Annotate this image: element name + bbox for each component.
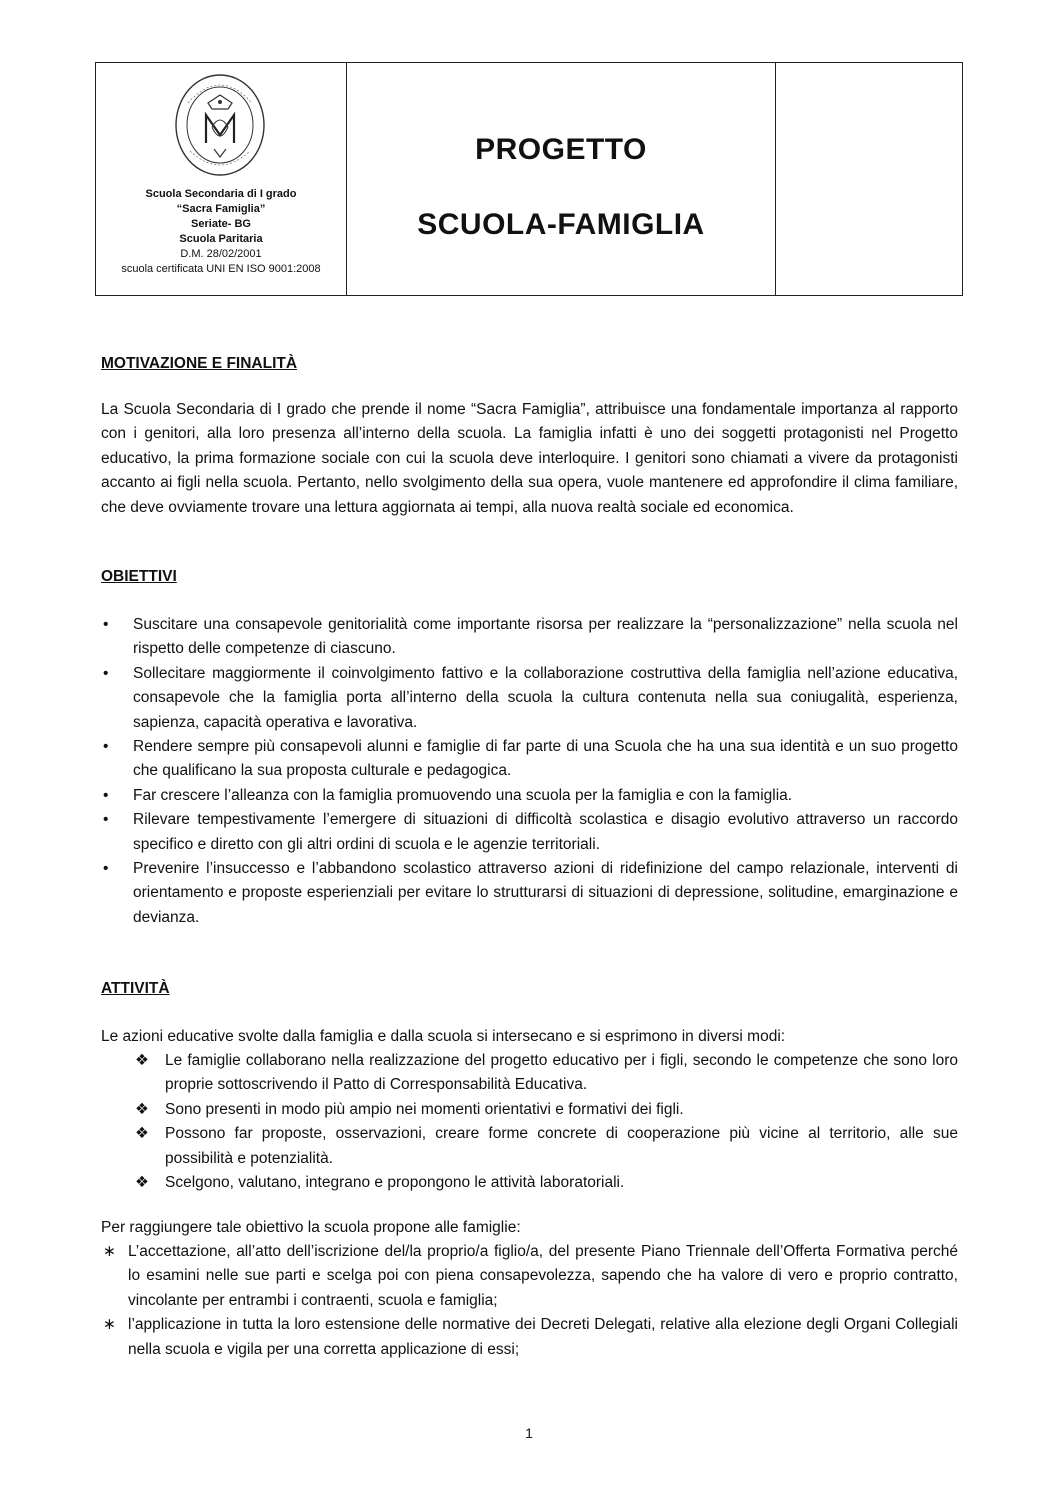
diamond-bullet-icon: ❖ (135, 1174, 149, 1192)
bullet-icon: • (103, 786, 109, 804)
school-line: Scuola Secondaria di I grado (145, 188, 297, 200)
bullet-icon: • (103, 616, 109, 633)
list-item (101, 857, 958, 930)
attivita-list (101, 1049, 958, 1195)
section-heading-attivita: ATTIVITÀ (101, 980, 170, 997)
list-item (101, 735, 958, 784)
paragraph-motivazione: La Scuola Secondaria di I grado che prende il nome “Sacra Famiglia”, attribuisce una fondamentale importanza al rapporto con i genitori, alla loro presenza all’interno della scuola. La famiglia infatti è uno dei soggetti protagonisti nel Progetto educativo, la prima formazione sociale con cui la scuola deve interloquire. I genitori sono chiamati a vivere da protagonisti accanto ai figli nella scuola. Pertanto, nello svolgimento della sua opera, vuole mantenere ed approfondire il clima familiare, che deve ovviamente trovare una lettura aggiornata ai tempi, alla nuova realtà sociale ed economica. (101, 401, 958, 516)
school-seal-logo (168, 73, 272, 177)
diamond-bullet-icon: ❖ (135, 1052, 149, 1069)
list-item (101, 1313, 958, 1362)
document-title-line-1: PROGETTO (475, 133, 647, 166)
list-item-text: Sollecitare maggiormente il coinvolgimento fattivo e la collaborazione costruttiva della famiglia nell’azione educativa, consapevole che la famiglia porta all’interno della scuola la cultura contenuta nella sua coniugalità, esperienza, sapienza, capacità operativa e lavorativa. (133, 664, 958, 731)
bullet-icon: • (103, 811, 109, 829)
proposte-list (101, 1240, 958, 1362)
list-item-text: Scelgono, valutano, integrano e propongono le attività laboratoriali. (165, 1174, 625, 1192)
school-line: “Sacra Famiglia” (176, 203, 266, 215)
section-heading-obiettivi: OBIETTIVI (101, 568, 177, 585)
document-title-line-2: SCUOLA-FAMIGLIA (417, 208, 705, 241)
list-item-text: l’applicazione in tutta la loro estensione delle normative dei Decreti Delegati, relative alla elezione degli Organi Collegiali nella scuola e vigila per una corretta applicazione di essi; (128, 1316, 958, 1358)
list-item (101, 1122, 958, 1171)
list-item-text: Far crescere l’alleanza con la famiglia promuovendo una scuola per la famiglia e con la famiglia. (133, 786, 793, 804)
list-item-text: Rendere sempre più consapevoli alunni e famiglie di far parte di una Scuola che ha una sua identità e un suo progetto che qualificano la sua proposta culturale e pedagogica. (133, 738, 958, 780)
list-item-text: Sono presenti in modo più ampio nei momenti orientativi e formativi dei figli. (165, 1100, 684, 1118)
list-item (101, 662, 958, 735)
section-heading-motivazione: MOTIVAZIONE E FINALITÀ (101, 355, 298, 372)
list-item (101, 1049, 958, 1098)
obiettivi-list (101, 613, 958, 930)
asterisk-bullet-icon: ∗ (103, 1316, 116, 1334)
bullet-icon: • (103, 860, 109, 878)
list-item (101, 1171, 958, 1195)
bullet-icon: • (103, 664, 109, 682)
list-item-text: L’accettazione, all’atto dell’iscrizione del/la proprio/a figlio/a, del presente Piano Triennale dell’Offerta Formativa perché lo esamini nelle sue parti e scelga poi con piena consapevolezza, sapendo che ha valore di vero e proprio contratto, vincolante per entrambi i contraenti, scuola e famiglia; (128, 1243, 958, 1309)
school-line: Scuola Paritaria (179, 233, 263, 245)
diamond-bullet-icon: ❖ (135, 1125, 149, 1143)
school-info (96, 187, 346, 277)
list-item-text: Possono far proposte, osservazioni, creare forme concrete di cooperazione più vicine al territorio, alle sue possibilità e potenzialità. (165, 1125, 958, 1167)
list-item-text: Rilevare tempestivamente l’emergere di situazioni di difficoltà scolastica e disagio evolutivo attraverso un raccordo specifico e diretto con gli altri ordini di scuola e le agenzie territoriali. (133, 811, 958, 853)
header-title-cell (347, 63, 776, 295)
list-item-text: Prevenire l’insuccesso e l’abbandono scolastico attraverso azioni di ridefinizione del campo relazionale, interventi di orientamento e proposte esperienziali per evitare lo strutturarsi di situazioni di depressione, solitudine, emarginazione e devianza. (133, 860, 958, 926)
header-logo-cell (96, 63, 347, 295)
list-item (101, 784, 958, 808)
list-item (101, 1098, 958, 1122)
page-number: 1 (525, 1425, 533, 1441)
paragraph-attivita-intro: Le azioni educative svolte dalla famiglia e dalla scuola si intersecano e si esprimono in diversi modi: (101, 1028, 786, 1045)
list-item-text: Le famiglie collaborano nella realizzazione del progetto educativo per i figli, secondo le competenze che sono loro proprie sottoscrivendo il Patto di Corresponsabilità Educativa. (165, 1052, 958, 1094)
paragraph-attivita-intro2: Per raggiungere tale obiettivo la scuola propone alle famiglie: (101, 1219, 521, 1236)
school-line: Seriate- BG (191, 218, 251, 230)
list-item (101, 808, 958, 857)
list-item (101, 1240, 958, 1313)
diamond-bullet-icon: ❖ (135, 1100, 149, 1118)
school-line: scuola certificata UNI EN ISO 9001:2008 (121, 263, 321, 275)
header-table (95, 62, 963, 296)
asterisk-bullet-icon: ∗ (103, 1243, 116, 1260)
list-item (101, 613, 958, 662)
header-empty-cell (776, 63, 962, 295)
bullet-icon: • (103, 738, 109, 756)
list-item-text: Suscitare una consapevole genitorialità come importante risorsa per realizzare la “personalizzazione” nella scuola nel rispetto delle competenze di ciascuno. (133, 616, 958, 658)
school-line: D.M. 28/02/2001 (180, 248, 262, 260)
